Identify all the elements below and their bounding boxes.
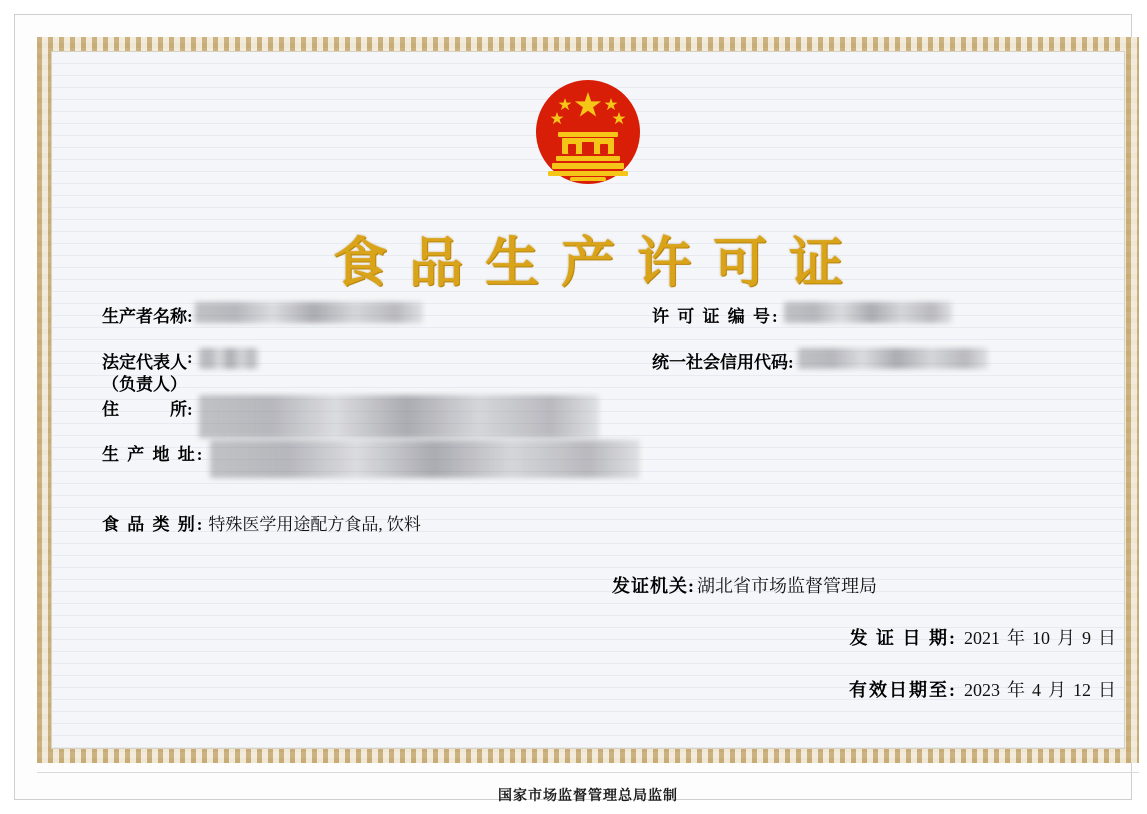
producer-name-label: 生产者名称: xyxy=(102,307,193,326)
issue-date-row xyxy=(612,624,1122,650)
issuing-authority-value: 湖北省市场监督管理局 xyxy=(697,576,877,596)
valid-until-year-unit: 年 xyxy=(1007,680,1025,700)
field-food-category xyxy=(102,510,421,535)
producer-name-value xyxy=(195,302,423,323)
valid-until-year: 2023 xyxy=(964,680,1000,700)
credit-code-label: 统一社会信用代码: xyxy=(652,353,794,372)
valid-until-row xyxy=(612,676,1122,702)
issuer-block xyxy=(612,572,1122,728)
production-address-label: 生 产 地 址: xyxy=(102,445,205,464)
issue-date-year: 2021 xyxy=(964,628,1000,648)
field-production-address xyxy=(102,440,662,478)
legal-representative-sublabel-row xyxy=(102,370,187,395)
issue-date-month: 10 xyxy=(1032,628,1050,648)
issuing-authority-row xyxy=(612,572,1122,598)
address-value xyxy=(199,395,599,438)
footer-note: 国家市场监督管理总局监制 xyxy=(498,789,678,804)
legal-representative-value xyxy=(199,348,259,369)
issuing-authority-label: 发证机关: xyxy=(612,576,695,596)
certificate-outer-frame xyxy=(14,14,1132,804)
food-category-label: 食 品 类 别: xyxy=(102,515,205,534)
field-legal-representative: 法定代表人 : xyxy=(102,348,259,373)
issue-date-day: 9 xyxy=(1082,628,1091,648)
legal-representative-sub-label: （负责人） xyxy=(102,375,187,394)
field-license-number xyxy=(652,302,952,327)
field-producer-name xyxy=(102,302,423,327)
issue-date-year-unit: 年 xyxy=(1007,628,1025,648)
valid-until-label: 有效日期至: xyxy=(849,680,957,700)
production-address-value xyxy=(210,440,640,478)
license-number-label: 许 可 证 编 号: xyxy=(652,307,780,326)
footer-divider xyxy=(37,772,1139,773)
decorative-border xyxy=(37,37,1139,763)
credit-code-value xyxy=(798,348,988,369)
legal-representative-label: 法定代表人 xyxy=(102,353,187,372)
certificate-content xyxy=(51,51,1125,749)
issue-date-month-unit: 月 xyxy=(1057,628,1075,648)
address-label: 住 所: xyxy=(102,400,193,419)
valid-until-month-unit: 月 xyxy=(1048,680,1066,700)
valid-until-day: 12 xyxy=(1073,680,1091,700)
valid-until-day-unit: 日 xyxy=(1098,680,1116,700)
field-address xyxy=(102,395,599,438)
valid-until-month: 4 xyxy=(1032,680,1041,700)
issue-date-day-unit: 日 xyxy=(1098,628,1116,648)
food-category-value: 特殊医学用途配方食品, 饮料 xyxy=(208,515,421,534)
issue-date-label: 发 证 日 期: xyxy=(849,628,957,648)
field-credit-code xyxy=(652,348,988,373)
certificate-title: 食品生产许可证 xyxy=(333,233,865,293)
national-emblem-icon xyxy=(518,74,658,196)
license-number-value xyxy=(784,302,952,323)
